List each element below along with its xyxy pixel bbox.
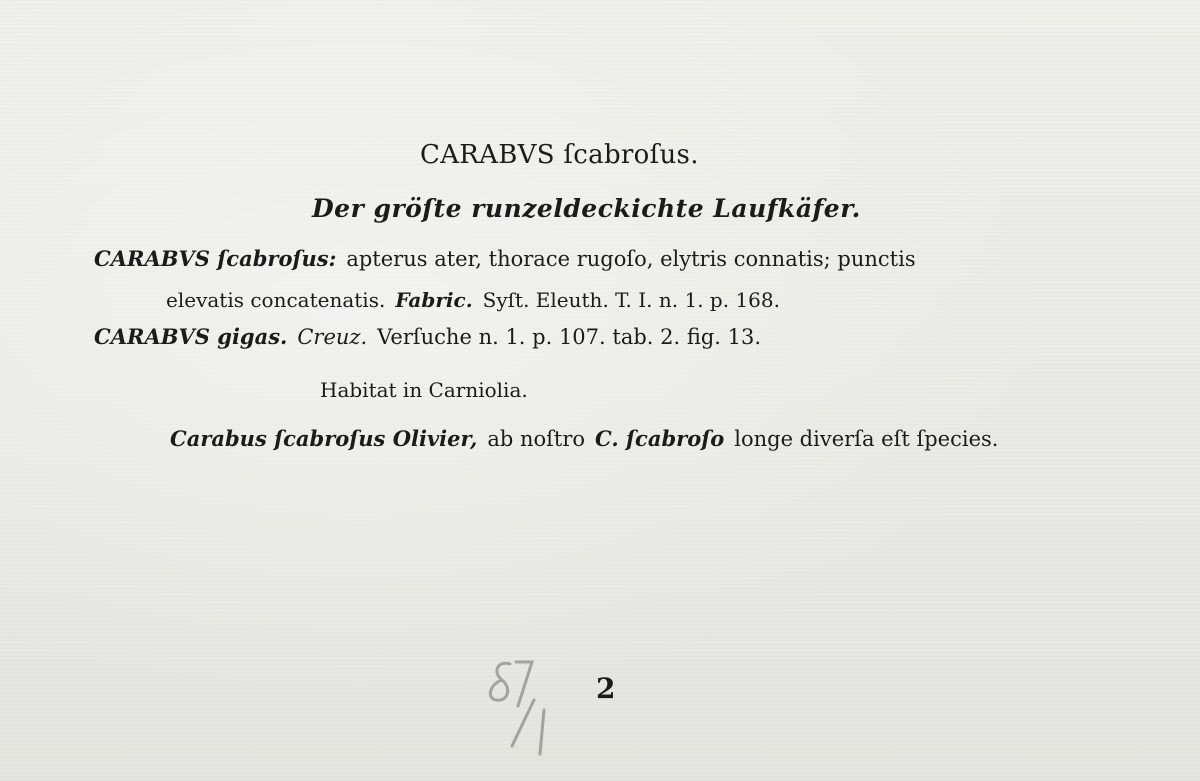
habitat-line: Habitat in Carniolia. (320, 378, 528, 402)
reference-source-detail: Syſt. Eleuth. T. I. n. 1. p. 168. (482, 288, 780, 312)
reference-fabricius-continued (166, 288, 780, 312)
note-text-1: ab noſtro (487, 427, 586, 451)
reference-source: Fabric. (395, 288, 473, 312)
page-title: CARABVS ſcabroſus. (420, 140, 699, 170)
note-text-2: longe diverſa eſt ſpecies. (734, 427, 999, 451)
reference-source-detail: Verſuche n. 1. p. 107. tab. 2. fig. 13. (377, 325, 762, 349)
olivier-note (170, 426, 998, 451)
page-number: 2 (596, 672, 616, 705)
reference-creutzer (94, 324, 761, 349)
reference-fabricius (94, 246, 916, 271)
german-subtitle: Der gröſte runzeldeckichte Laufkäfer. (312, 194, 861, 223)
note-species-name: Carabus ſcabroſus Olivier, (170, 426, 478, 451)
reference-description: apterus ater, thorace rugoſo, elytris connatis; punctis (346, 247, 916, 271)
reference-species-name: CARABVS ſcabroſus: (94, 246, 337, 271)
pencil-annotation-mark (482, 650, 562, 760)
reference-species-name: CARABVS gigas. (94, 324, 288, 349)
note-species-name-2: C. ſcabroſo (595, 426, 725, 451)
reference-source: Creuz. (297, 325, 368, 349)
reference-description-cont: elevatis concatenatis. (166, 288, 386, 312)
